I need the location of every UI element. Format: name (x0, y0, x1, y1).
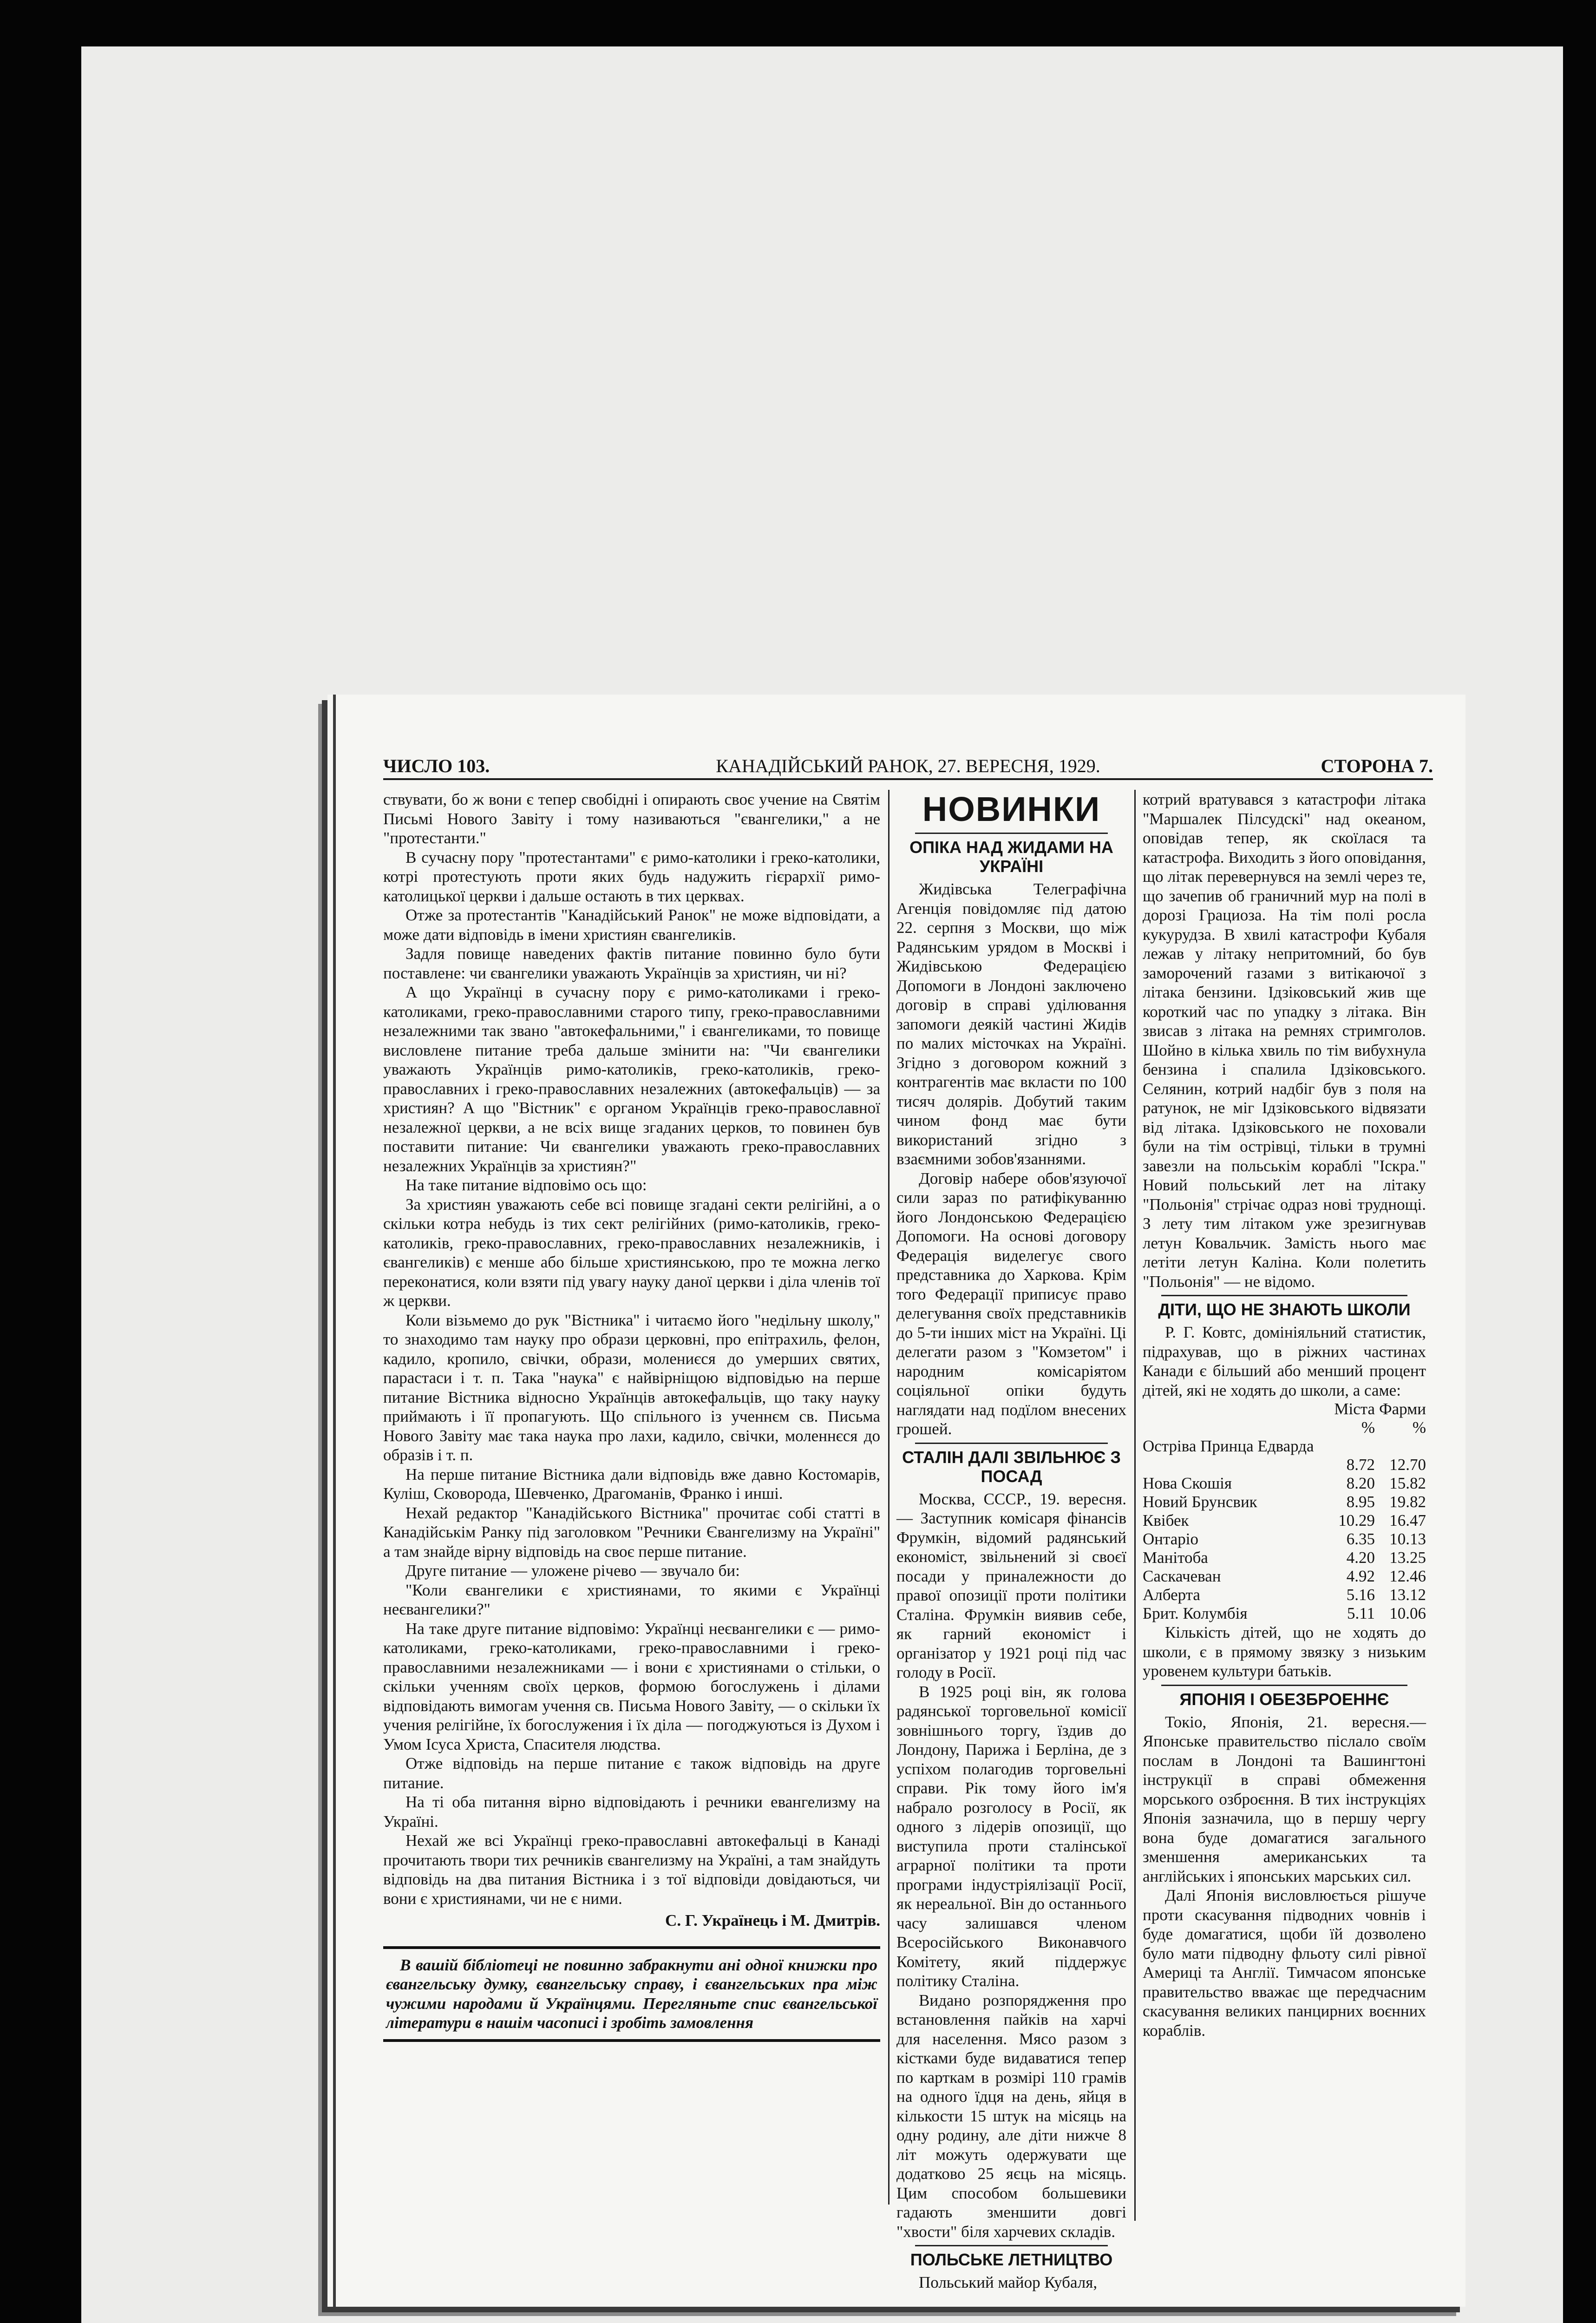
unit-cell: % (1412, 1418, 1426, 1437)
province-name: Саскачеван (1143, 1567, 1221, 1585)
paragraph: Задля повище наведених фактів питание повинно було бути поставлене: чи євангелики уважають Українців за християн, чи ні? (383, 945, 880, 982)
paragraph: ствувати, бо ж вони є тепер свобідні і опирають своє учение на Святім Письмі Нового Завіту і тому називаються "євангелики," а не "протестанти." (383, 790, 880, 847)
farm-percent: 12.46 (1389, 1567, 1426, 1585)
paragraph: Видано розпорядження про встановлення пайків на харчі для населення. Мясо разом з кістками буде видаватися тепер по карткам в розмірі 110 грамів на одного їдця на день, яйця в кількости 15 штук на місяць на одну родину, але діти нижче 8 літ можуть одержувати ще додатково 25 яєць на місяць. Цим способом большевики гадають зменшити довгі "хвости" біля харчевих складів. (896, 1991, 1126, 2241)
headline-stalin: СТАЛІН ДАЛІ ЗВІЛЬНЮЄ З ПОСАД (902, 1447, 1121, 1486)
newspaper-page (327, 695, 1465, 2307)
city-percent: 8.95 (1346, 1493, 1375, 1511)
farm-percent: 13.12 (1389, 1586, 1426, 1604)
farm-percent (1375, 1437, 1426, 1456)
paragraph: А що Українці в сучасну пору є римо-католиками і греко-католиками, греко-православними старого типу, греко-православними незалежними так звано "автокефальними," і євангеликами, то повище висловлене питание треба дальше змінити на: "Чи євангелики уважають Українців римо-католиків, греко-католиків, греко-православних і греко-православних незалежних (автокефальців) — за християн? А що "Вістник" є органом Українців греко-православної незалежної церкви, а не всіх вище згаданих церков, то повинен був поставити питание: Чи євангелики уважають греко-православних незалежних Українців за християн?" (383, 983, 880, 1175)
city-percent: 8.72 (1346, 1456, 1375, 1474)
section-banner: НОВИНКИ (922, 790, 1101, 828)
paragraph: Друге питание — уложене річево — звучало би: (406, 1562, 740, 1580)
headline-polish-aviation: ПОЛЬСЬКЕ ЛЕТНИЦТВО (910, 2250, 1113, 2269)
table-row (1143, 1530, 1426, 1549)
province-name: Квібек (1143, 1511, 1189, 1529)
paragraph: На таке друге питание відповімо: Українці неєвангелики є — римо-католиками, греко-католиками, греко-православними і греко-православними незалежниками — і вони є християнами о стільки, о скільки ученням своїх церков, формою богослужень і ділами відповідають вимогам учення св. Письма Нового Завіту, — о скільки їх учения релігійне, їх богослужения і їх діла — погоджуються із Духом і Умом Ісуса Христа, Спасителя людства. (383, 1619, 880, 1753)
microfilm-frame (81, 46, 1563, 2323)
paragraph: В сучасну пору "протестантами" є римо-католики і греко-католики, котрі протестують проти яких будь надужить гієрархії римо-католицької церкви і дальше остають в тих церквах. (383, 848, 880, 905)
column-divider (1134, 790, 1136, 2221)
headline-japan-disarmament: ЯПОНІЯ І ОБЕЗБРОЕННЄ (1179, 1689, 1389, 1709)
paragraph: Жидівська Телеграфічна Агенція повідомляє під датою 22. серпня з Москви, що між Радянським урядом в Москві і Жидівською Федерацією Допомоги в Лондоні заключено договір в справі уділювання запомоги деякій частині Жидів по малих місточках на Україні. Згідно з договором кожний з контрагентів має вкласти по 100 тисяч долярів. Добутий таким чином фонд має бути використаний згідно з взаємними зобов'язаннями. (896, 880, 1126, 1168)
paragraph: Токіо, Японія, 21. вересня.— Японське правительство післало своїм послам в Лондоні та Вашингтоні інструкції в справі обмеження морського озброєння. В тих інструкціях Японія зазначила, що в першу чергу вона буде домагатися загального зменшення американських та англійських і японських марських сил. (1143, 1713, 1426, 1885)
paragraph: Нехай же всі Українці греко-православні автокефальці в Канаді прочитають твори тих речників євангелизму на Україні, а там знайдуть відповідь на два питания Вістника і з тої відповіди довідаються, чи вони є християнами, чи не є ними. (383, 1831, 880, 1908)
page-number: СТОРОНА 7. (1321, 755, 1433, 776)
paragraph: Договір набере обов'язуючої сили зараз по ратифікуванню його Лондонською Федерацією Допомоги. На основі договору Федерація виделегує свого представника до Харкова. Крім того Федерації приписує право делегування своїх представників до 5-ти інших міст на Україні. Ці делегати разом з "Комзетом" і народним комісаріятом соціяльної опіки будуть наглядати над подїлом внесених грошей. (896, 1169, 1126, 1438)
province-name: Брит. Колумбія (1143, 1604, 1248, 1622)
column-header: Фарми (1379, 1400, 1426, 1418)
school-stats-table (1143, 1400, 1426, 1623)
paragraph: В 1925 році він, як голова радянської торговельної комісії зовнішнього торгу, їздив до Лондону, Парижа і Берліна, де з успіхом полагодив торговельні справи. Рік тому його ім'я набрало розголосу в Росії, як одного з лідерів опозиції, що виступила проти сталінської аграрної політики та проти програми індустріялізації Росії, як нереальної. Він до останнього часу залишався членом Всеросійського Виконавчого Комітету, який піддержує політику Сталіна. (896, 1682, 1126, 1990)
paragraph: На перше питание Вістника дали відповідь вже давно Костомарів, Куліш, Сковорода, Шевченко, Драгоманів, Франко і инші. (383, 1465, 880, 1503)
table-row (1143, 1604, 1426, 1623)
table-row (1143, 1456, 1426, 1474)
column-header: Міста (1334, 1400, 1375, 1418)
city-percent (1324, 1437, 1375, 1456)
city-percent: 10.29 (1338, 1511, 1375, 1529)
rule (915, 2245, 1108, 2246)
rule (915, 1443, 1108, 1444)
province-name: Манітоба (1143, 1549, 1208, 1567)
paragraph: На ті оба питання вірно відповідають і речники евангелизму на Україні. (383, 1793, 880, 1831)
farm-percent: 10.13 (1389, 1530, 1426, 1548)
farm-percent: 12.70 (1389, 1456, 1426, 1474)
paragraph: Отже відповідь на перше питание є також відповідь на друге питание. (383, 1754, 880, 1792)
column-divider (888, 790, 890, 2205)
article-signature: С. Г. Українець і М. Дмитрів. (665, 1911, 880, 1929)
paragraph: На таке питание відповімо ось що: (406, 1176, 647, 1194)
table-row (1143, 1474, 1426, 1493)
column-editorial (383, 790, 880, 2042)
paragraph: Кількість дітей, що не ходять до школи, є в прямому звязку з низьким уровенем культури батьків. (1143, 1623, 1426, 1680)
rule (1161, 1685, 1407, 1686)
city-percent: 5.11 (1347, 1604, 1375, 1622)
rule (915, 833, 1108, 834)
farm-percent: 16.47 (1389, 1511, 1426, 1529)
paragraph: За християн уважають себе всі повище згадані секти релігійні, а о скільки котра небудь із тих сект релігійних (римо-католиків, греко-католиків, греко-православних, греко-православних незалежників, і євангеликів) є менше або більше християнською, про те можна легко переконатися, коли взяти під увагу науку даної церкви і діла членів тої ж церкви. (383, 1195, 880, 1310)
table-unit-row (1143, 1418, 1426, 1437)
column-news-right (1143, 790, 1426, 2040)
city-percent: 4.20 (1346, 1549, 1375, 1567)
city-percent: 8.20 (1346, 1474, 1375, 1492)
province-name: Новий Брунсвик (1143, 1493, 1257, 1511)
headline-jews-ukraine: ОПІКА НАД ЖИДАМИ НА УКРАЇНІ (909, 838, 1113, 876)
farm-percent: 15.82 (1389, 1474, 1426, 1492)
paragraph: Польський майор Кубаля, (919, 2273, 1098, 2291)
farm-percent: 13.25 (1389, 1549, 1426, 1567)
province-name (1143, 1456, 1324, 1474)
farm-percent: 19.82 (1389, 1493, 1426, 1511)
notice-text: В вашій бібліотеці не повинно забракнути ані одної книжки про євангельську думку, євангельську справу, і євангельських пра між чужими народами й Українцями. Перегляньте спис євангельської літератури в нашім часописі і зробіть замовлення (386, 1956, 877, 2032)
city-percent: 4.92 (1346, 1567, 1375, 1585)
headline-children-school: ДІТИ, ЩО НЕ ЗНАЮТЬ ШКОЛИ (1158, 1300, 1411, 1319)
rule (1161, 1295, 1407, 1296)
paragraph: Р. Г. Ковтс, домініяльний статистик, підрахував, що в ріжних частинах Канади є більший або менший процент дітей, які не ходять до школи, а саме: (1143, 1323, 1426, 1399)
table-row (1143, 1567, 1426, 1586)
column-news (896, 790, 1126, 2292)
province-name: Онтаріо (1143, 1530, 1198, 1548)
page-header (383, 755, 1433, 780)
table-header-row (1143, 1400, 1426, 1418)
library-notice-box (383, 1946, 880, 2042)
paragraph: котрий вратувався з катастрофи літака "Маршалек Пілсудскі" над океаном, оповідав тепер, як скоїлася та катастрофа. Виходить з його оповідання, що літак перевернувся на землі через те, що зачепив об граничний мур на полі в дорозі Грациоза. На тім полі росла кукурудза. В хвилі катастрофи Кубаля лежав у літаку непритомний, бо був заморочений газами з витікаючої з літака бензини. Ідзіковський жив ще короткий час по упадку з літака. Він звисав з літака на ремнях стримголов. Шойно в кілька хвиль по тім вибухнула бензина і спалила Ідзіковського. Селянин, котрий надбіг був з поля на ратунок, не міг Ідзіковського відвязати від літака. Ідзіковського не поховали були на тім острівці, тільки в трумні завезли на польськім кораблі "Іскра." Новий польський лет на літаку "Польонія" стрічає одраз нові труднощі. З лету тим літаком уже зрезигнував летун Ковальчик. Замість нього має летіти летун Каліна. Коли полетить "Польонія" — не відомо. (1143, 790, 1426, 1291)
table-row (1143, 1549, 1426, 1567)
paragraph: Нехай редактор "Канадійського Вістника" прочитає собі статті в Канадійськім Ранку під заголовком "Речники Євангелизму на Україні" а там знайде вірну відповідь на своє перше питание. (383, 1503, 880, 1561)
paragraph: Далі Японія висловлюється рішуче проти скасування підводних човнів і буде домагатися, щоби їй дозволено було мати підводну фльоту силі рівної Америці та Англії. Тимчасом японське правительство вважає ще передчасним скасування великих панцирних воєнних кораблів. (1143, 1886, 1426, 2040)
province-name: Остріва Принца Едварда (1143, 1437, 1314, 1455)
table-row (1143, 1511, 1426, 1530)
paragraph: Коли візьмемо до рук "Вістника" і читаємо його "недільну школу," то знаходимо там науку про образи церковні, про епітрахиль, фелон, кадило, кропило, свічки, образи, молениєся до умерших святих, парастаси і т. п. Така "наука" є найвірніщою відповідью на перше питание Вістника відносно Українців автокефальців, що таку науку приймають і її пропагують. Що спільного із ученнєм св. Письма Нового Завіту має така наука про лахи, кадило, свічки, моленнєся до образів і т. п. (383, 1311, 880, 1464)
table-row (1143, 1586, 1426, 1604)
paragraph: Москва, СССР., 19. вересня. — Заступник комісаря фінансів Фрумкін, відомий радянський економіст, звільнений зі своєї посади у приналежности до правої опозиції проти політики Сталіна. Фрумкін виявив себе, як гарний економіст і організатор у 1921 році під час голоду в Росії. (896, 1490, 1126, 1681)
city-percent: 5.16 (1346, 1586, 1375, 1604)
province-name: Нова Скошія (1143, 1474, 1232, 1492)
paragraph: "Коли євангелики є християнами, то якими є Українці неєвангелики?" (383, 1581, 880, 1618)
table-row (1143, 1493, 1426, 1511)
table-row (1143, 1437, 1426, 1456)
city-percent: 6.35 (1346, 1530, 1375, 1548)
masthead-date: КАНАДІЙСЬКИЙ РАНОК, 27. ВЕРЕСНЯ, 1929. (716, 755, 1100, 776)
issue-number: ЧИСЛО 103. (383, 755, 490, 776)
farm-percent: 10.06 (1389, 1604, 1426, 1622)
unit-cell: % (1361, 1418, 1375, 1437)
paragraph: Отже за протестантів "Канадійський Ранок" не може відповідати, а може дати відповідь в імени християн євангеликів. (383, 906, 880, 944)
province-name: Алберта (1143, 1586, 1200, 1604)
